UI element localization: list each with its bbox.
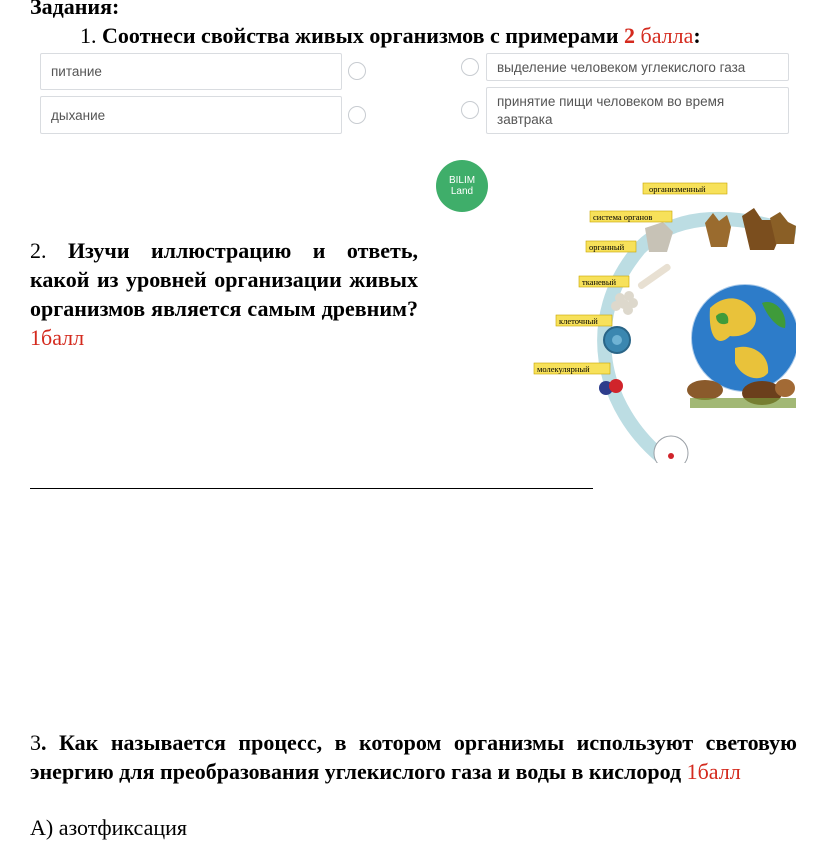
level-label-organ-system-text: система органов: [593, 212, 653, 222]
level-label-organism: [643, 183, 727, 194]
level-label-organ: [586, 241, 636, 252]
molecule-atom-2: [609, 379, 623, 393]
question-2-number: 2.: [30, 238, 47, 263]
match-right-option-1[interactable]: [486, 53, 789, 81]
logo-line-1: BILIM: [448, 175, 476, 186]
question-3-text: . Как называется процесс, в котором организмы используют световую энергию для преобразования углекислого газа и воды в кислород: [30, 730, 797, 784]
level-label-cell: [556, 315, 612, 326]
question-1-colon: :: [693, 23, 701, 48]
question-3: [30, 728, 797, 786]
question-2: [30, 236, 418, 352]
bone-organ: [637, 263, 672, 291]
match-right-option-2-label: принятие пищи человеком во время завтрака: [497, 93, 725, 127]
logo-line-2: Land: [450, 186, 474, 197]
level-label-tissue-text: тканевый: [582, 277, 617, 287]
question-1-points-number: 2: [624, 23, 635, 48]
question-3-points: 1балл: [686, 759, 741, 784]
cell-nucleus: [612, 335, 622, 345]
level-label-molecular: [534, 363, 610, 374]
match-left-radio-2[interactable]: [348, 106, 366, 124]
question-2-text: Изучи иллюстрацию и ответь, какой из уровней организации живых организмов является самым древним?: [30, 238, 419, 321]
question-2-points: 1балл: [30, 325, 85, 350]
tasks-heading: Задания:: [30, 0, 120, 19]
match-left-option-2-label: дыхание: [51, 107, 106, 123]
question-1-number: 1.: [80, 23, 97, 48]
question-3-option-a[interactable]: А) азотфиксация: [30, 815, 187, 840]
level-label-molecular-text: молекулярный: [537, 364, 590, 374]
atom-core: [668, 453, 674, 459]
question-1-title: [80, 22, 701, 50]
match-left-option-1[interactable]: [40, 53, 342, 90]
question-3-number: 3: [30, 730, 41, 755]
match-left-option-2[interactable]: [40, 96, 342, 134]
match-right-option-1-label: выделение человеком углекислого газа: [497, 59, 746, 75]
level-label-organ-system: [590, 211, 672, 222]
match-right-radio-1[interactable]: [461, 58, 479, 76]
level-label-cell-text: клеточный: [559, 316, 598, 326]
question-1-text: Соотнеси свойства живых организмов с примерами: [102, 23, 619, 48]
level-label-organ-text: органный: [589, 242, 625, 252]
level-label-organism-text: организменный: [649, 184, 706, 194]
earth-globe: [691, 284, 796, 392]
level-label-tissue: [579, 276, 629, 287]
bilimland-logo: [436, 160, 488, 212]
match-right-radio-2[interactable]: [461, 101, 479, 119]
match-right-option-2[interactable]: [486, 87, 789, 134]
match-left-option-1-label: питание: [51, 64, 102, 79]
answer-line[interactable]: [30, 488, 593, 489]
question-1-points-word: балла: [640, 23, 694, 48]
organization-levels-illustration: [530, 178, 796, 463]
match-left-radio-1[interactable]: [348, 62, 366, 80]
